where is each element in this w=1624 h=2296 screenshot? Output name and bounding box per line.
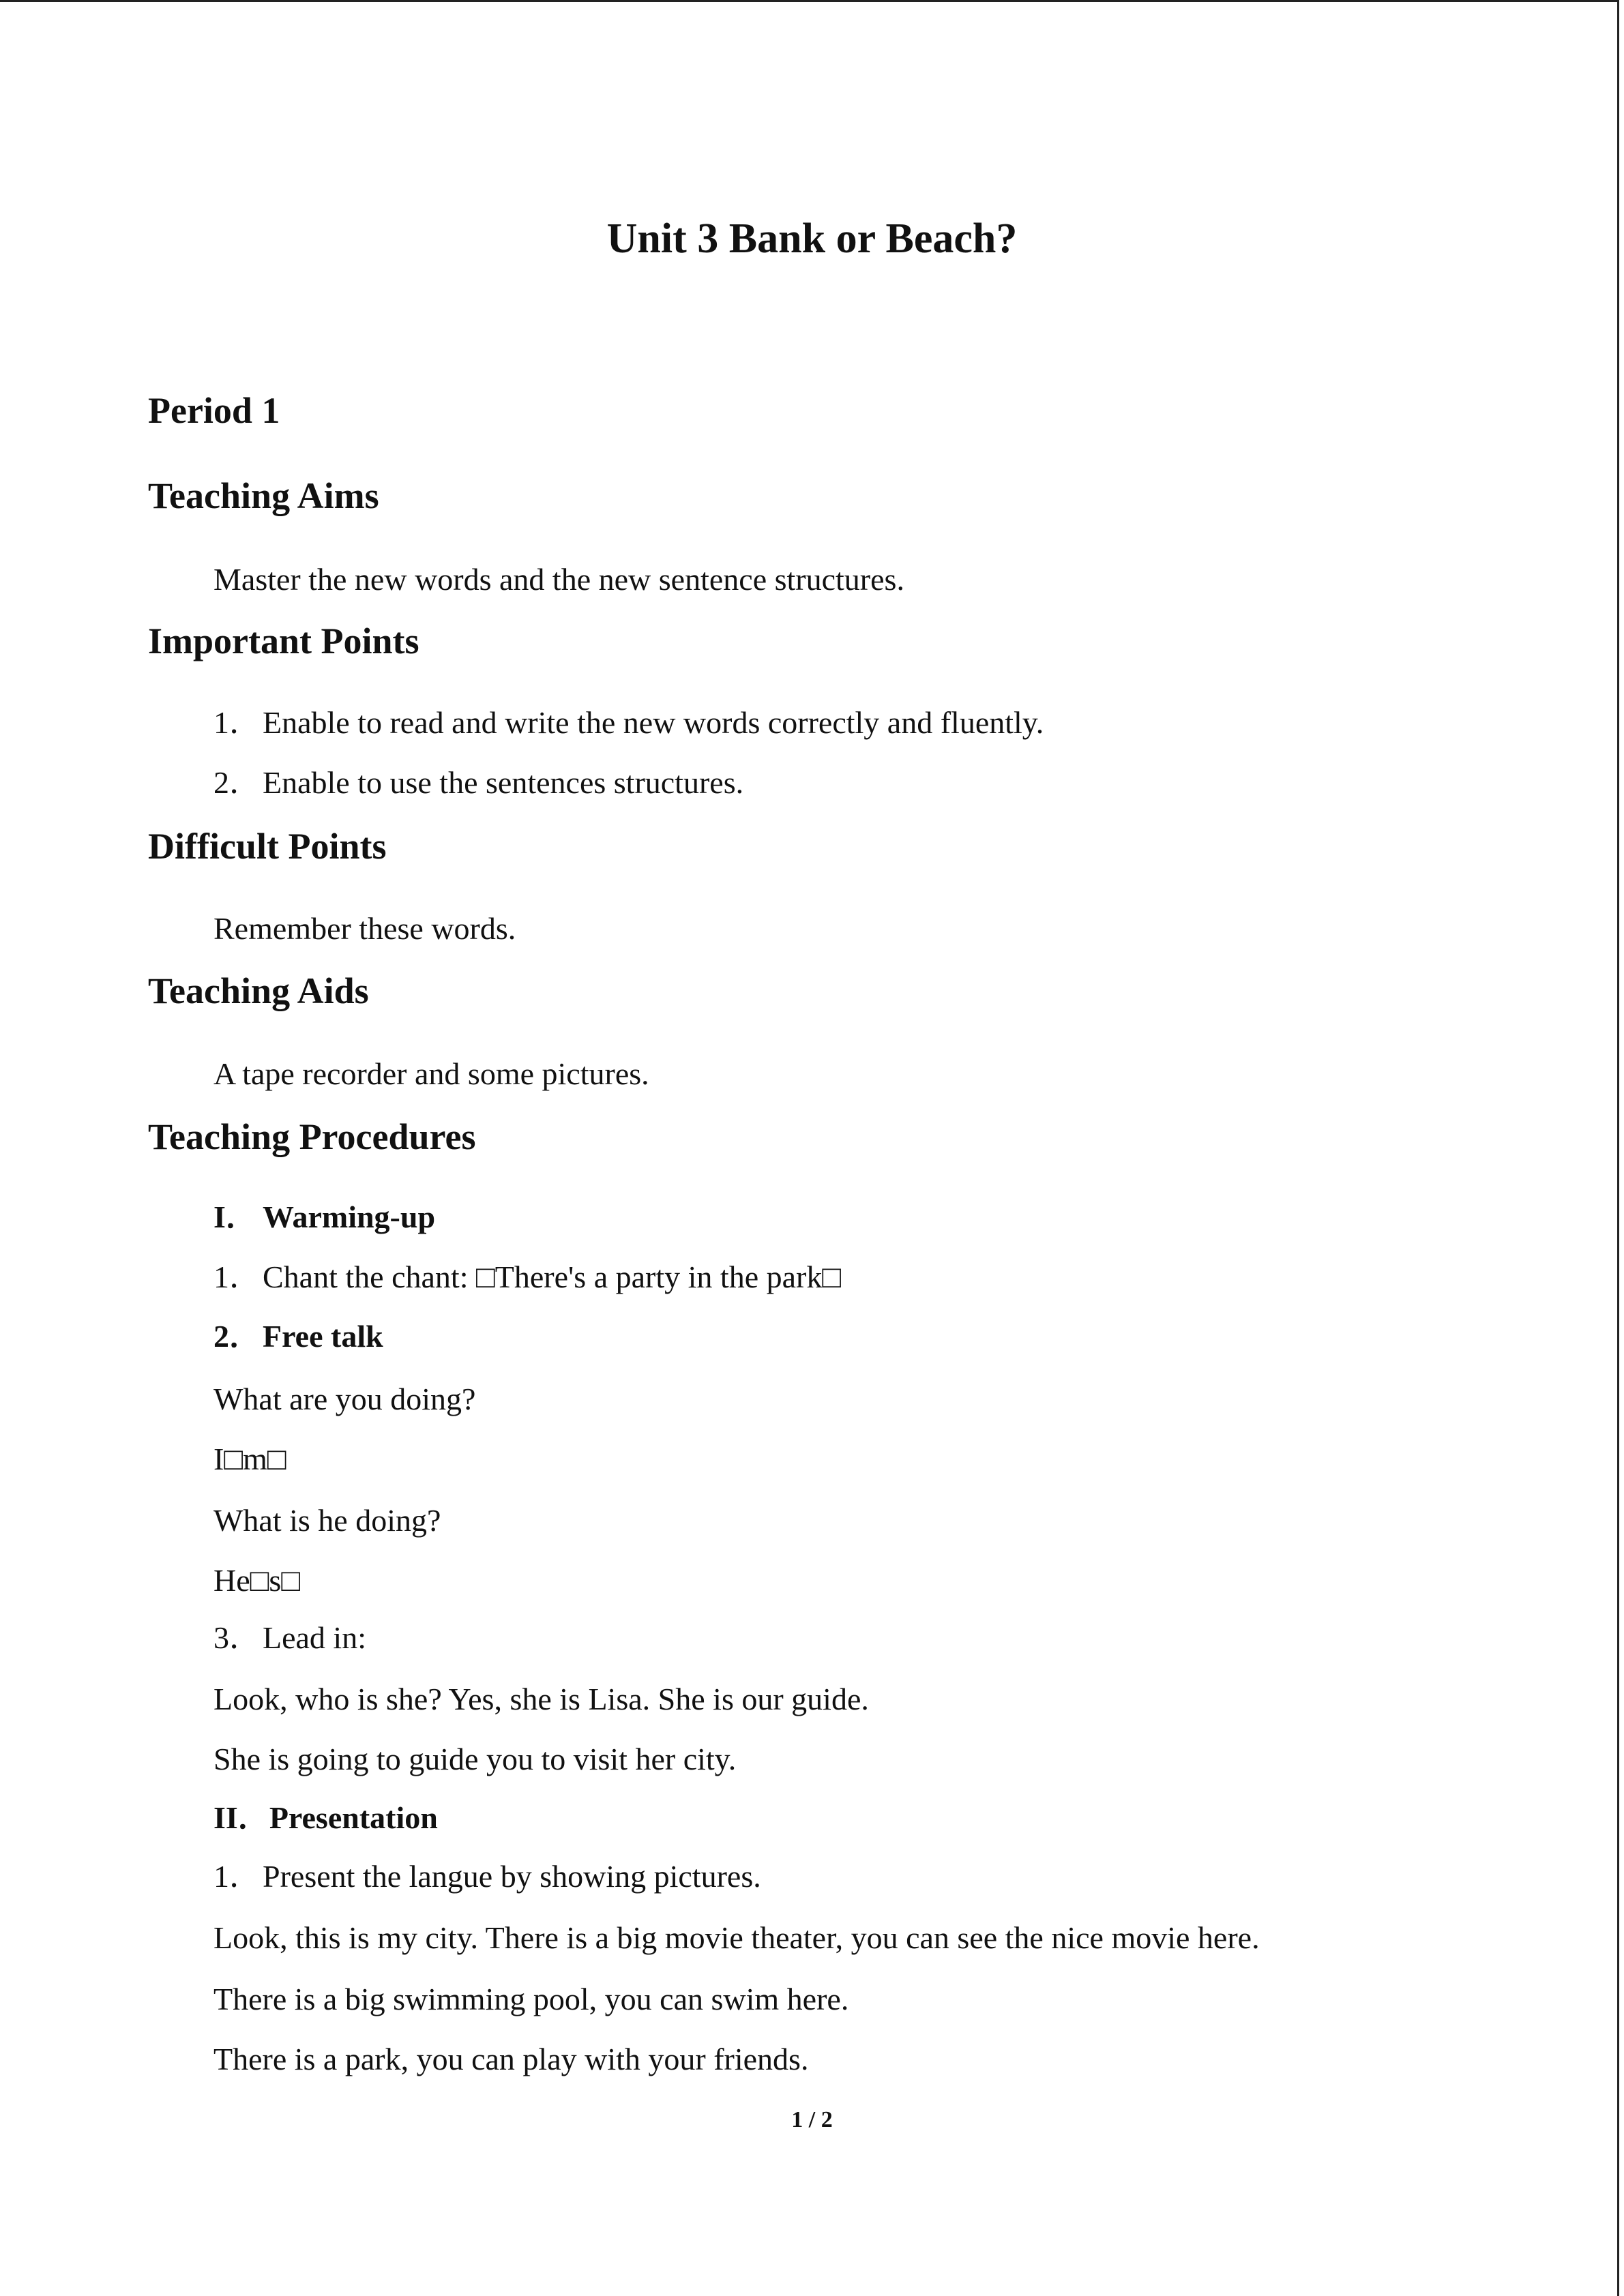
list-number: 1． [213,705,261,740]
roman-numeral: II． [213,1800,269,1835]
list-number: 3． [213,1620,261,1655]
page-indicator: 1 / 2 [791,2107,833,2132]
list-text: Enable to use the sentences structures. [263,765,744,800]
list-text: Free talk [263,1319,383,1354]
lead-in-line: She is going to guide you to visit her city. [213,1742,737,1776]
important-point-item [213,702,1044,743]
important-points-heading: Important Points [148,621,419,661]
list-number: 2． [213,765,261,800]
presentation-line: There is a big swimming pool, you can swim here. [213,1982,849,2016]
difficult-points-text: Remember these words. [213,911,516,946]
section-label: Warming-up [263,1199,436,1234]
free-talk-step [213,1316,383,1357]
list-text: Enable to read and write the new words correctly and fluently. [263,705,1044,740]
difficult-points-heading: Difficult Points [148,826,387,867]
list-number: 2． [213,1319,261,1354]
presentation-heading [213,1798,438,1838]
teaching-aims-heading: Teaching Aims [148,475,379,516]
teaching-procedures-heading: Teaching Procedures [148,1116,476,1157]
teaching-aids-text: A tape recorder and some pictures. [213,1056,649,1091]
important-point-item [213,762,743,803]
list-text: Present the langue by showing pictures. [263,1859,761,1894]
teaching-aims-text: Master the new words and the new sentence structures. [213,562,904,597]
presentation-line: There is a park, you can play with your friends. [213,2042,809,2076]
presentation-step [213,1856,761,1897]
teaching-aids-heading: Teaching Aids [148,970,369,1011]
document-title: Unit 3 Bank or Beach? [606,215,1018,262]
section-label: Presentation [269,1800,438,1835]
dialogue-line: What are you doing? [213,1382,476,1416]
list-number: 1． [213,1259,261,1294]
dialogue-line: What is he doing? [213,1503,441,1538]
lead-in-step [213,1617,366,1658]
dialogue-line: He□s□ [213,1563,301,1598]
dialogue-line: I□m□ [213,1442,286,1476]
period-heading: Period 1 [148,390,280,431]
chant-step [213,1257,841,1298]
roman-numeral: I． [213,1199,257,1234]
list-number: 1． [213,1859,261,1894]
list-text: Chant the chant: □There's a party in the park□ [263,1259,842,1294]
warming-up-heading [213,1197,435,1238]
presentation-line: Look, this is my city. There is a big movie theater, you can see the nice movie here. [213,1920,1260,1955]
list-text: Lead in: [263,1620,366,1655]
lead-in-line: Look, who is she? Yes, she is Lisa. She is our guide. [213,1682,869,1716]
